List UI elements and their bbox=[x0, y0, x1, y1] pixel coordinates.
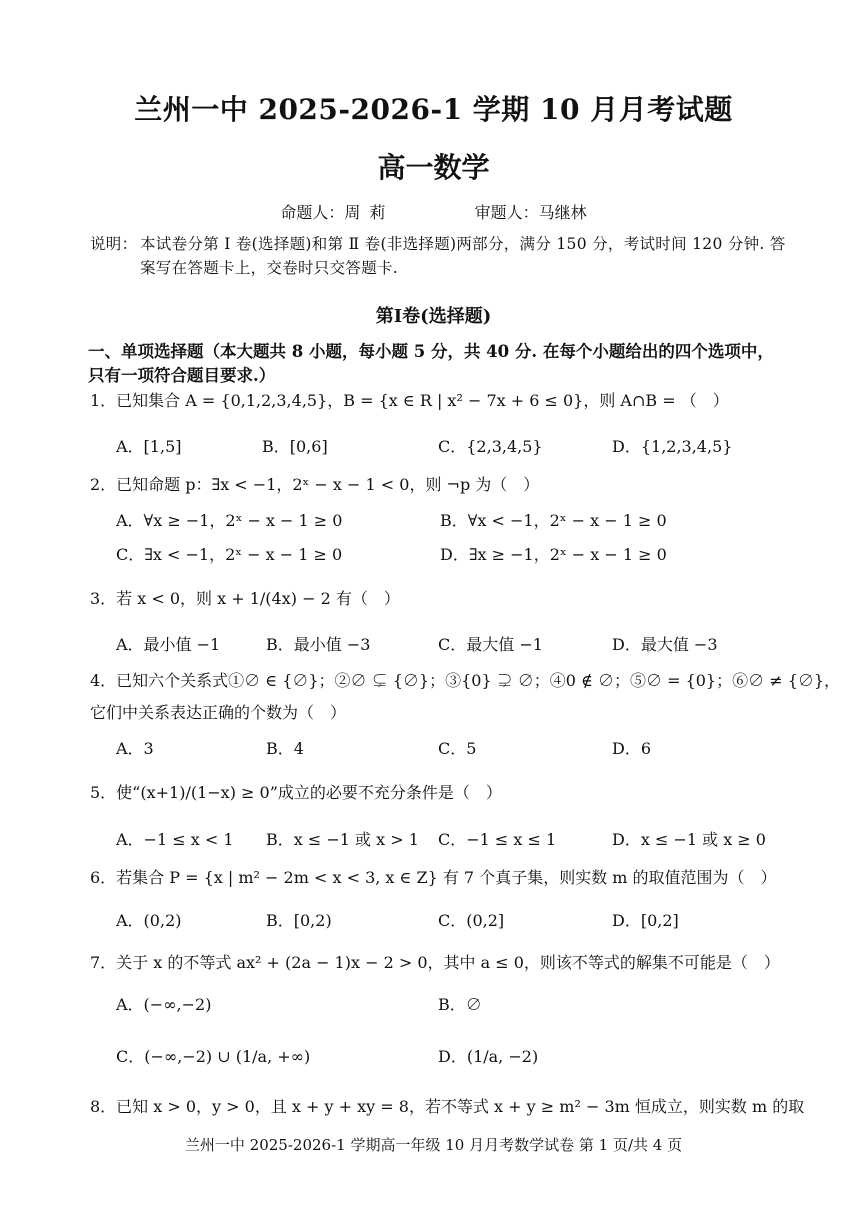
option-b: B．∀x < −1，2ˣ − x − 1 ≥ 0 bbox=[440, 511, 667, 530]
option-d: D．∃x ≥ −1，2ˣ − x − 1 ≥ 0 bbox=[440, 545, 667, 564]
question-1-stem: 1．已知集合 A = {0,1,2,3,4,5}，B = {x ∈ R | x² − 7x + 6 ≤ 0}，则 A∩B = （ ） bbox=[90, 391, 729, 410]
reviewer: 审题人：马继林 bbox=[474, 203, 587, 222]
question-8-stem: 8．已知 x > 0，y > 0，且 x + y + xy = 8，若不等式 x + y ≥ m² − 3m 恒成立，则实数 m 的取 bbox=[90, 1097, 805, 1116]
option-a: A．∀x ≥ −1，2ˣ − x − 1 ≥ 0 bbox=[116, 511, 343, 530]
page-footer: 兰州一中 2025-2026-1 学期高一年级 10 月月考数学试卷 第 1 页/共 4 页 bbox=[184, 1136, 683, 1154]
option-c: C．−1 ≤ x ≤ 1 bbox=[438, 830, 557, 849]
question-4-stem: 4．已知六个关系式①∅ ∈ {∅}；②∅ ⊊ {∅}；③{0} ⊋ ∅；④0 ∉ ∅；⑤∅ = {0}；⑥∅ ≠ {∅}， bbox=[90, 671, 841, 690]
option-b: B．x ≤ −1 或 x > 1 bbox=[266, 830, 419, 849]
option-b: B．[0,2) bbox=[266, 911, 332, 930]
option-d: D．x ≤ −1 或 x ≥ 0 bbox=[612, 830, 766, 849]
exam-title: 兰州一中 2025-2026-1 学期 10 月月考试题 bbox=[134, 93, 733, 126]
exam-subject: 高一数学 bbox=[377, 151, 490, 184]
option-d: D．6 bbox=[612, 739, 652, 758]
question-6-stem: 6．若集合 P = {x | m² − 2m < x < 3, x ∈ Z} 有 7 个真子集，则实数 m 的取值范围为（ ） bbox=[90, 868, 777, 887]
option-a: A．3 bbox=[116, 739, 154, 758]
instructions-label: 说明： bbox=[90, 235, 138, 253]
option-d: D．(1/a, −2) bbox=[438, 1047, 539, 1066]
option-d: D．最大值 −3 bbox=[612, 635, 718, 654]
option-a: A．最小值 −1 bbox=[116, 635, 221, 654]
question-4-stem-continued: 它们中关系表达正确的个数为（ ） bbox=[90, 703, 347, 722]
option-b: B．最小值 −3 bbox=[266, 635, 371, 654]
option-d: D．[0,2] bbox=[612, 911, 679, 930]
option-a: A．[1,5] bbox=[116, 437, 182, 456]
option-c: C．{2,3,4,5} bbox=[438, 437, 543, 456]
question-7-stem: 7．关于 x 的不等式 ax² + (2a − 1)x − 2 > 0，其中 a ≤ 0，则该不等式的解集不可能是（ ） bbox=[90, 953, 780, 972]
option-b: B．4 bbox=[266, 739, 304, 758]
part-heading: 一、单项选择题（本大题共 8 小题，每小题 5 分，共 40 分. 在每个小题给出的四个选项中，只有一项符合题目要求.） bbox=[88, 342, 774, 385]
option-a: A．(0,2) bbox=[116, 911, 182, 930]
option-d: D．{1,2,3,4,5} bbox=[612, 437, 733, 456]
author: 命题人：周 莉 bbox=[280, 203, 386, 222]
option-c: C．(0,2] bbox=[438, 911, 505, 930]
instructions-text: 本试卷分第 Ⅰ 卷(选择题)和第 Ⅱ 卷(非选择题)两部分，满分 150 分，考试时间 120 分钟. 答案写在答题卡上，交卷时只交答题卡. bbox=[140, 235, 786, 277]
section-title: 第Ⅰ卷(选择题) bbox=[375, 306, 492, 327]
instructions bbox=[90, 232, 790, 280]
option-b: B．[0,6] bbox=[262, 437, 328, 456]
option-c: C．∃x < −1，2ˣ − x − 1 ≥ 0 bbox=[116, 545, 343, 564]
option-c: C．最大值 −1 bbox=[438, 635, 543, 654]
option-b: B．∅ bbox=[438, 995, 482, 1014]
option-a: A．(−∞,−2) bbox=[116, 995, 212, 1014]
option-a: A．−1 ≤ x < 1 bbox=[116, 830, 234, 849]
authors-line bbox=[0, 200, 867, 223]
question-5-stem: 5．使“(x+1)/(1−x) ≥ 0”成立的必要不充分条件是（ ） bbox=[90, 783, 502, 802]
option-c: C．5 bbox=[438, 739, 477, 758]
question-3-stem: 3．若 x < 0，则 x + 1/(4x) − 2 有（ ） bbox=[90, 589, 400, 608]
question-2-stem: 2．已知命题 p：∃x < −1，2ˣ − x − 1 < 0，则 ¬p 为（ ） bbox=[90, 475, 540, 494]
option-c: C．(−∞,−2) ∪ (1/a, +∞) bbox=[116, 1047, 311, 1066]
